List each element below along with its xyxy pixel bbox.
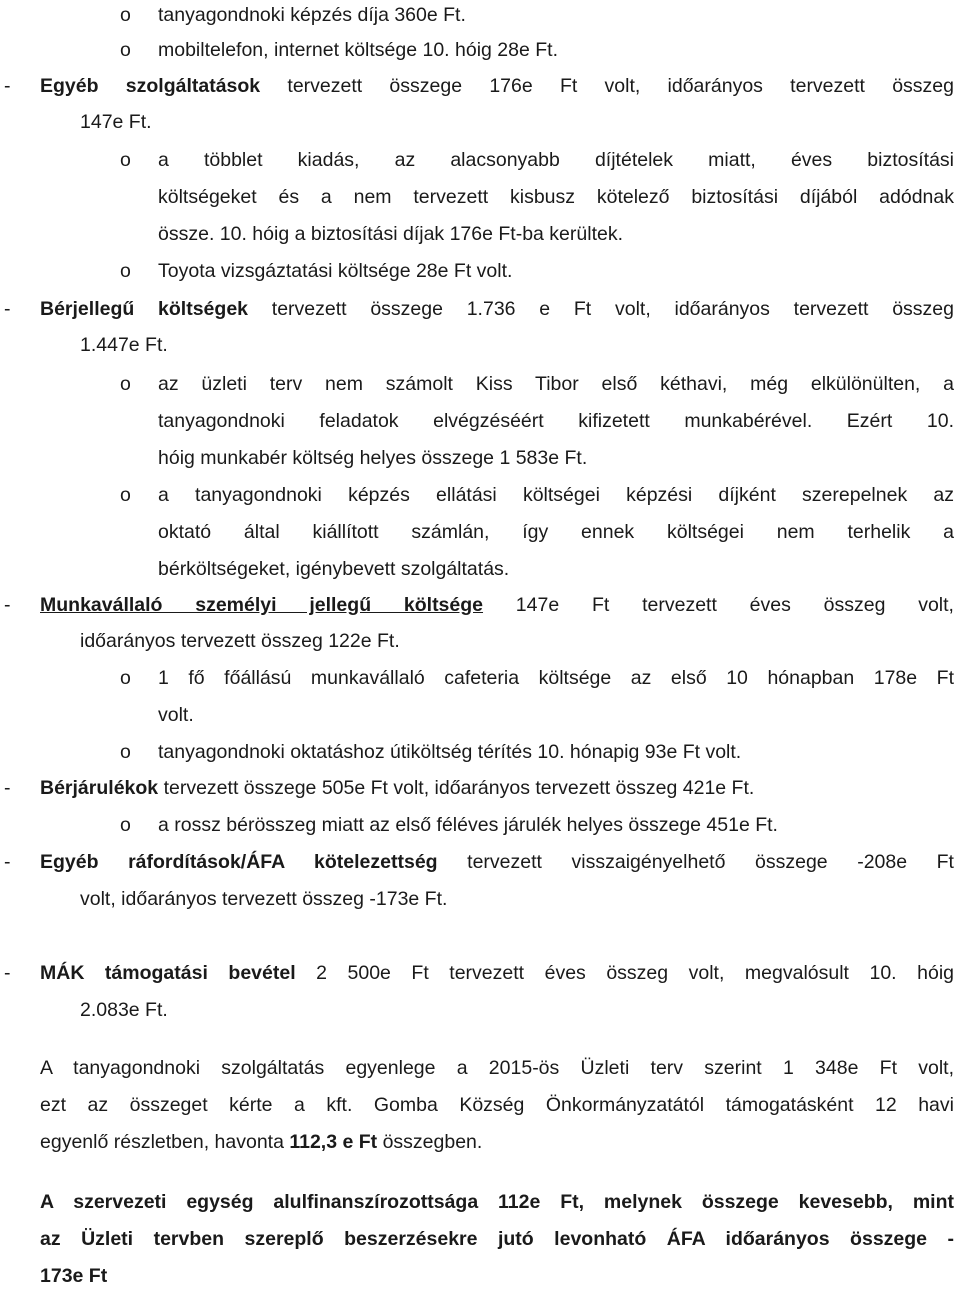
list-marker: o — [120, 4, 131, 26]
bold-heading: Egyéb ráfordítások/ÁFA kötelezettség — [40, 851, 438, 873]
list-marker: o — [120, 484, 131, 506]
list-marker: o — [120, 814, 131, 836]
dash-marker: - — [4, 594, 11, 616]
list-item-text: a rossz bérösszeg miatt az első féléves járulék helyes összege 451e Ft. — [158, 814, 778, 836]
paragraph-line: egyenlő részletben, havonta 112,3 e Ft összegben. — [40, 1131, 483, 1153]
list-marker: o — [120, 667, 131, 689]
dash-marker: - — [4, 75, 11, 97]
list-item-text: a többlet kiadás, az alacsonyabb díjtételek miatt, éves biztosítási — [158, 149, 954, 171]
list-item-text: az üzleti terv nem számolt Kiss Tibor első kéthavi, még elkülönülten, a — [158, 373, 954, 395]
list-item-text: össze. 10. hóig a biztosítási díjak 176e Ft-ba kerültek. — [158, 223, 624, 245]
list-item-text: mobiltelefon, internet költsége 10. hóig 28e Ft. — [158, 39, 558, 61]
list-item-text: Bérjárulékok tervezett összege 505e Ft volt, időarányos tervezett összeg 421e Ft. — [40, 777, 755, 799]
list-item-text: hóig munkabér költség helyes összege 1 583e Ft. — [158, 447, 588, 469]
list-item-text: volt, időarányos tervezett összeg -173e Ft. — [80, 888, 448, 910]
list-marker: o — [120, 260, 131, 282]
list-item-text: Egyéb szolgáltatások tervezett összege 176e Ft volt, időarányos tervezett összeg — [40, 75, 954, 97]
bold-amount: 112,3 e Ft — [289, 1131, 378, 1153]
bold-heading: Bérjárulékok — [40, 777, 159, 799]
paragraph-line: A tanyagondnoki szolgáltatás egyenlege a 2015-ös Üzleti terv szerint 1 348e Ft volt, — [40, 1057, 954, 1079]
summary-line: 173e Ft — [40, 1265, 108, 1287]
dash-marker: - — [4, 777, 11, 799]
list-item-text: Munkavállaló személyi jellegű költsége 147e Ft tervezett éves összeg volt, — [40, 594, 954, 616]
list-item-text: 2.083e Ft. — [80, 999, 168, 1021]
bold-heading: Egyéb szolgáltatások — [40, 75, 261, 97]
summary-line: az Üzleti tervben szereplő beszerzésekre jutó levonható ÁFA időarányos összege - — [40, 1228, 954, 1250]
list-item-text: oktató által kiállított számlán, így ennek költségei nem terhelik a — [158, 521, 954, 543]
dash-marker: - — [4, 962, 11, 984]
list-item-text: 147e Ft. — [80, 111, 152, 133]
list-marker: o — [120, 741, 131, 763]
list-item-text: MÁK támogatási bevétel 2 500e Ft tervezett éves összeg volt, megvalósult 10. hóig — [40, 962, 954, 984]
list-item-text: 1 fő főállású munkavállaló cafeteria költsége az első 10 hónapban 178e Ft — [158, 667, 954, 689]
list-item-text: bérköltségeket, igénybevett szolgáltatás. — [158, 558, 510, 580]
dash-marker: - — [4, 298, 11, 320]
list-marker: o — [120, 373, 131, 395]
list-marker: o — [120, 39, 131, 61]
list-item-text: tanyagondnoki képzés díja 360e Ft. — [158, 4, 466, 26]
list-item-text: Bérjellegű költségek tervezett összege 1.736 e Ft volt, időarányos tervezett összeg — [40, 298, 954, 320]
list-marker: o — [120, 149, 131, 171]
bold-heading: Bérjellegű költségek — [40, 298, 249, 320]
list-item-text: 1.447e Ft. — [80, 334, 168, 356]
bold-heading: MÁK támogatási bevétel — [40, 962, 296, 984]
list-item-text: volt. — [158, 704, 194, 726]
list-item-text: tanyagondnoki oktatáshoz útiköltség térítés 10. hónapig 93e Ft volt. — [158, 741, 742, 763]
list-item-text: tanyagondnoki feladatok elvégzéséért kifizetett munkabérével. Ezért 10. — [158, 410, 954, 432]
list-item-text: Egyéb ráfordítások/ÁFA kötelezettség tervezett visszaigényelhető összege -208e Ft — [40, 851, 954, 873]
list-item-text: időarányos tervezett összeg 122e Ft. — [80, 630, 400, 652]
list-item-text: a tanyagondnoki képzés ellátási költségei képzési díjként szerepelnek az — [158, 484, 954, 506]
summary-line: A szervezeti egység alulfinanszírozottsága 112e Ft, melynek összege kevesebb, mint — [40, 1191, 954, 1213]
bold-heading: Munkavállaló személyi jellegű költsége — [40, 594, 484, 616]
list-item-text: Toyota vizsgáztatási költsége 28e Ft volt. — [158, 260, 513, 282]
list-item-text: költségeket és a nem tervezett kisbusz kötelező biztosítási díjából adódnak — [158, 186, 954, 208]
dash-marker: - — [4, 851, 11, 873]
paragraph-line: ezt az összeget kérte a kft. Gomba Község Önkormányzatától támogatásként 12 havi — [40, 1094, 954, 1116]
